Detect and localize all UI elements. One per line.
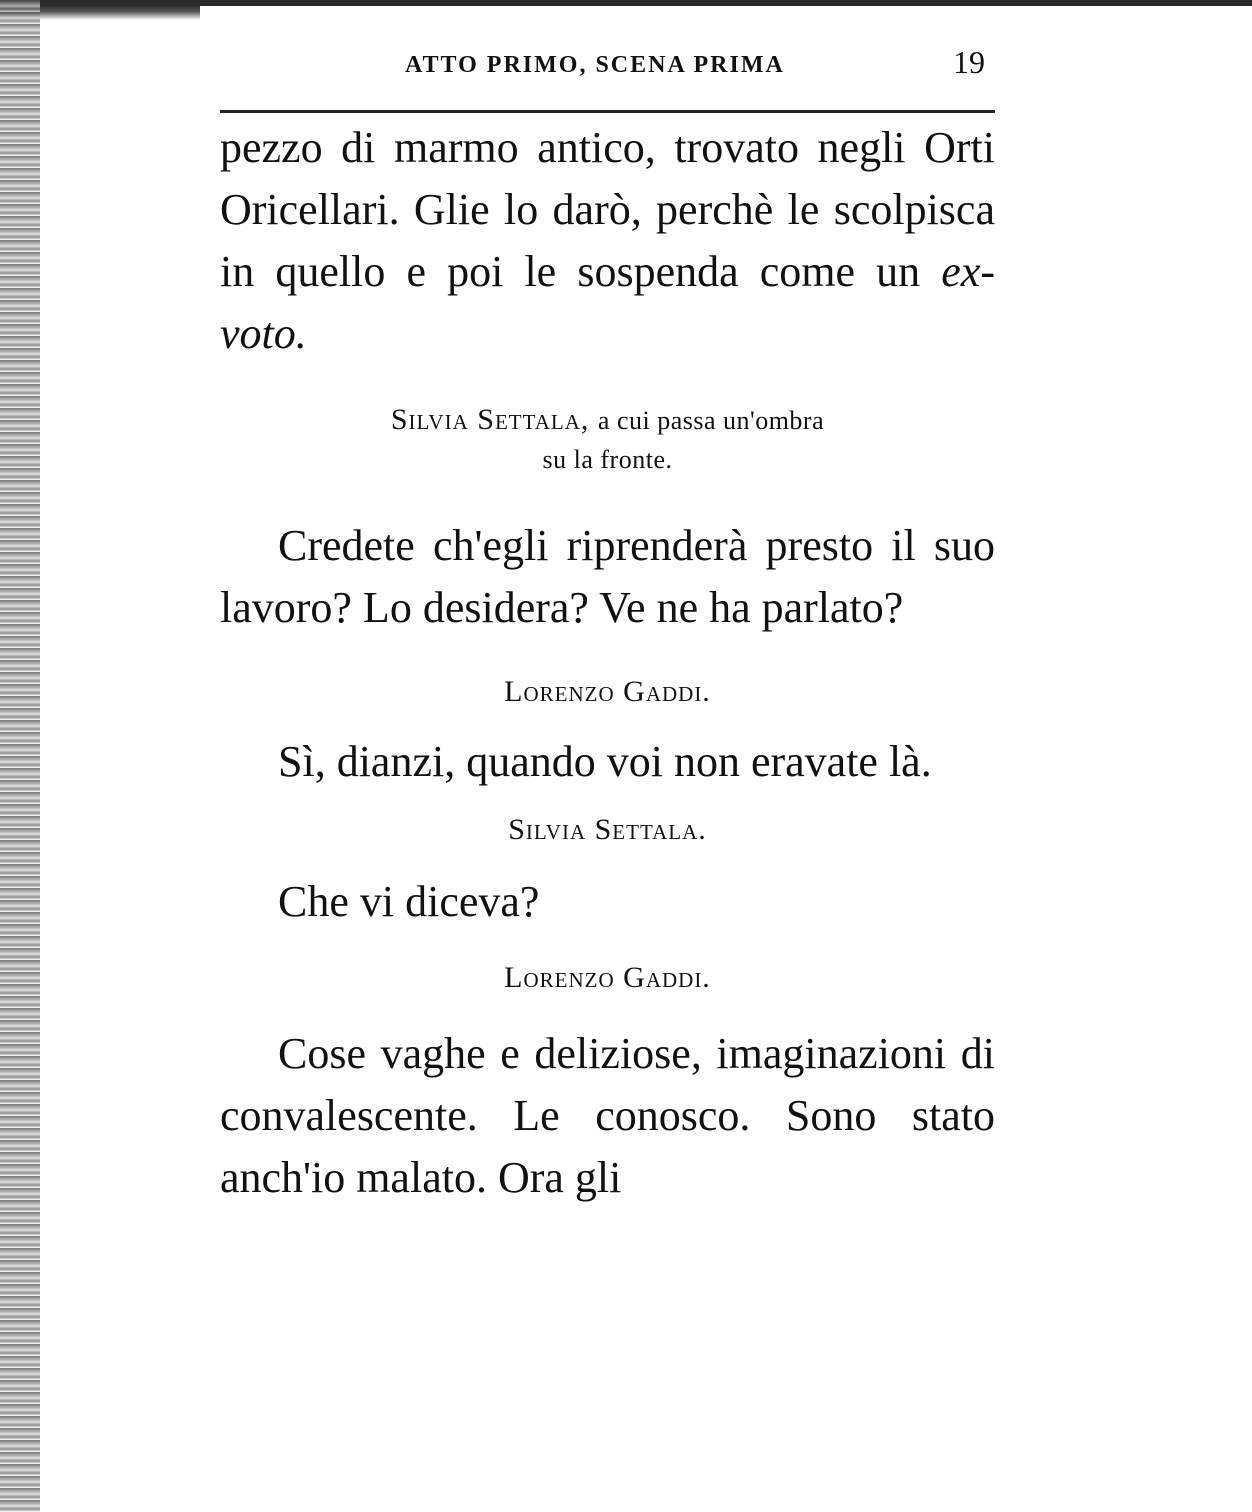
stage-direction: a cui passa un'ombra bbox=[597, 406, 825, 435]
running-header bbox=[220, 40, 995, 113]
paragraph-2: Credete ch'egli riprenderà presto il suo lavoro? Lo desidera? Ve ne ha parlato? bbox=[220, 521, 995, 632]
speaker-name: Silvia Settala, bbox=[390, 403, 590, 436]
running-title: ATTO PRIMO, SCENA PRIMA bbox=[405, 52, 785, 78]
speaker-heading-4: Lorenzo Gaddi. bbox=[504, 961, 711, 994]
paragraph-5: Cose vaghe e deliziose, imaginazioni di convalescente. Le conosco. Sono stato anch'io malato. Ora gli bbox=[220, 1029, 995, 1202]
speaker-heading-3: Silvia Settala. bbox=[508, 813, 707, 846]
book-page bbox=[220, 40, 995, 1209]
paragraph-3: Sì, dianzi, quando voi non eravate là. bbox=[278, 737, 932, 786]
page-top-edge bbox=[0, 0, 1252, 26]
paragraph-1-italic: ex-voto. bbox=[220, 247, 995, 358]
book-spine-edge bbox=[0, 0, 40, 1512]
page-number: 19 bbox=[953, 44, 985, 80]
paragraph-1 bbox=[220, 117, 995, 365]
stage-direction-cont: su la fronte. bbox=[542, 445, 673, 474]
speaker-heading-2: Lorenzo Gaddi. bbox=[504, 675, 711, 708]
paragraph-4: Che vi diceva? bbox=[278, 877, 540, 926]
speaker-heading-1 bbox=[220, 401, 995, 479]
paragraph-1-text: pezzo di marmo antico, trovato negli Orti Oricellari. Glie lo darò, perchè le scolpisca in quello e poi le sospenda come un bbox=[220, 123, 995, 296]
